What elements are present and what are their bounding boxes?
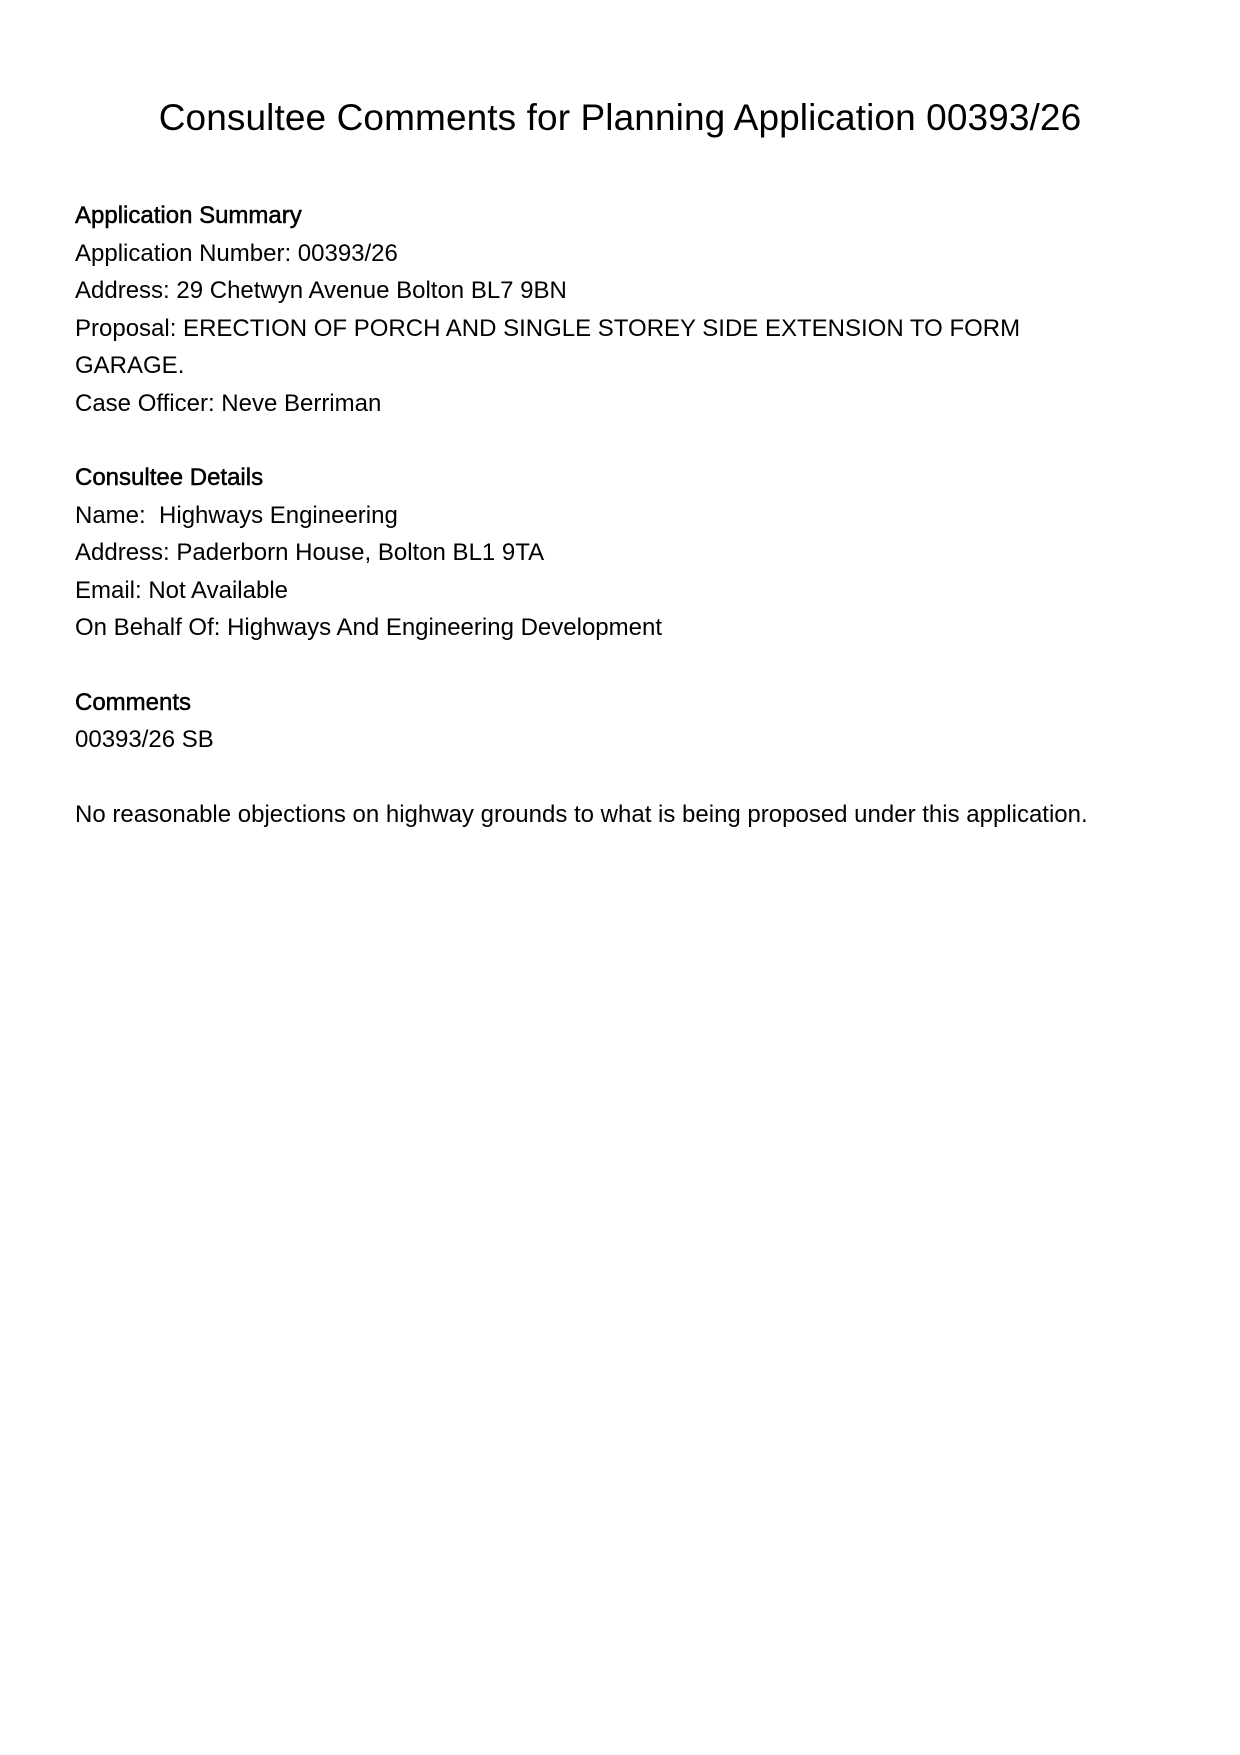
application-address: Address: 29 Chetwyn Avenue Bolton BL7 9BN: [75, 277, 567, 304]
proposal-line-1: Proposal: ERECTION OF PORCH AND SINGLE STOREY SIDE EXTENSION TO FORM: [75, 314, 1021, 342]
application-number: Application Number: 00393/26: [75, 239, 398, 267]
consultee-address: Address: Paderborn House, Bolton BL1 9TA: [75, 539, 545, 566]
consultee-details-section: [75, 459, 1175, 647]
consultee-details-heading: Consultee Details: [75, 464, 264, 491]
comments-spacer: [75, 759, 1175, 797]
consultee-email: Email: Not Available: [75, 576, 288, 604]
consultee-on-behalf-of: On Behalf Of: Highways And Engineering Development: [75, 614, 663, 641]
comments-body: No reasonable objections on highway grounds to what is being proposed under this application.: [75, 801, 1088, 828]
consultee-name: Name: Highways Engineering: [75, 501, 398, 529]
case-officer: Case Officer: Neve Berriman: [75, 389, 382, 417]
page-title: Consultee Comments for Planning Application 00393/26: [158, 97, 1082, 138]
comments-reference: 00393/26 SB: [75, 726, 214, 753]
application-summary-section: [75, 197, 1175, 422]
proposal-line-2: GARAGE.: [75, 352, 185, 379]
comments-section: [75, 684, 1175, 834]
document-body: [75, 197, 1175, 871]
application-summary-heading: Application Summary: [75, 202, 302, 229]
comments-heading: Comments: [75, 688, 192, 716]
